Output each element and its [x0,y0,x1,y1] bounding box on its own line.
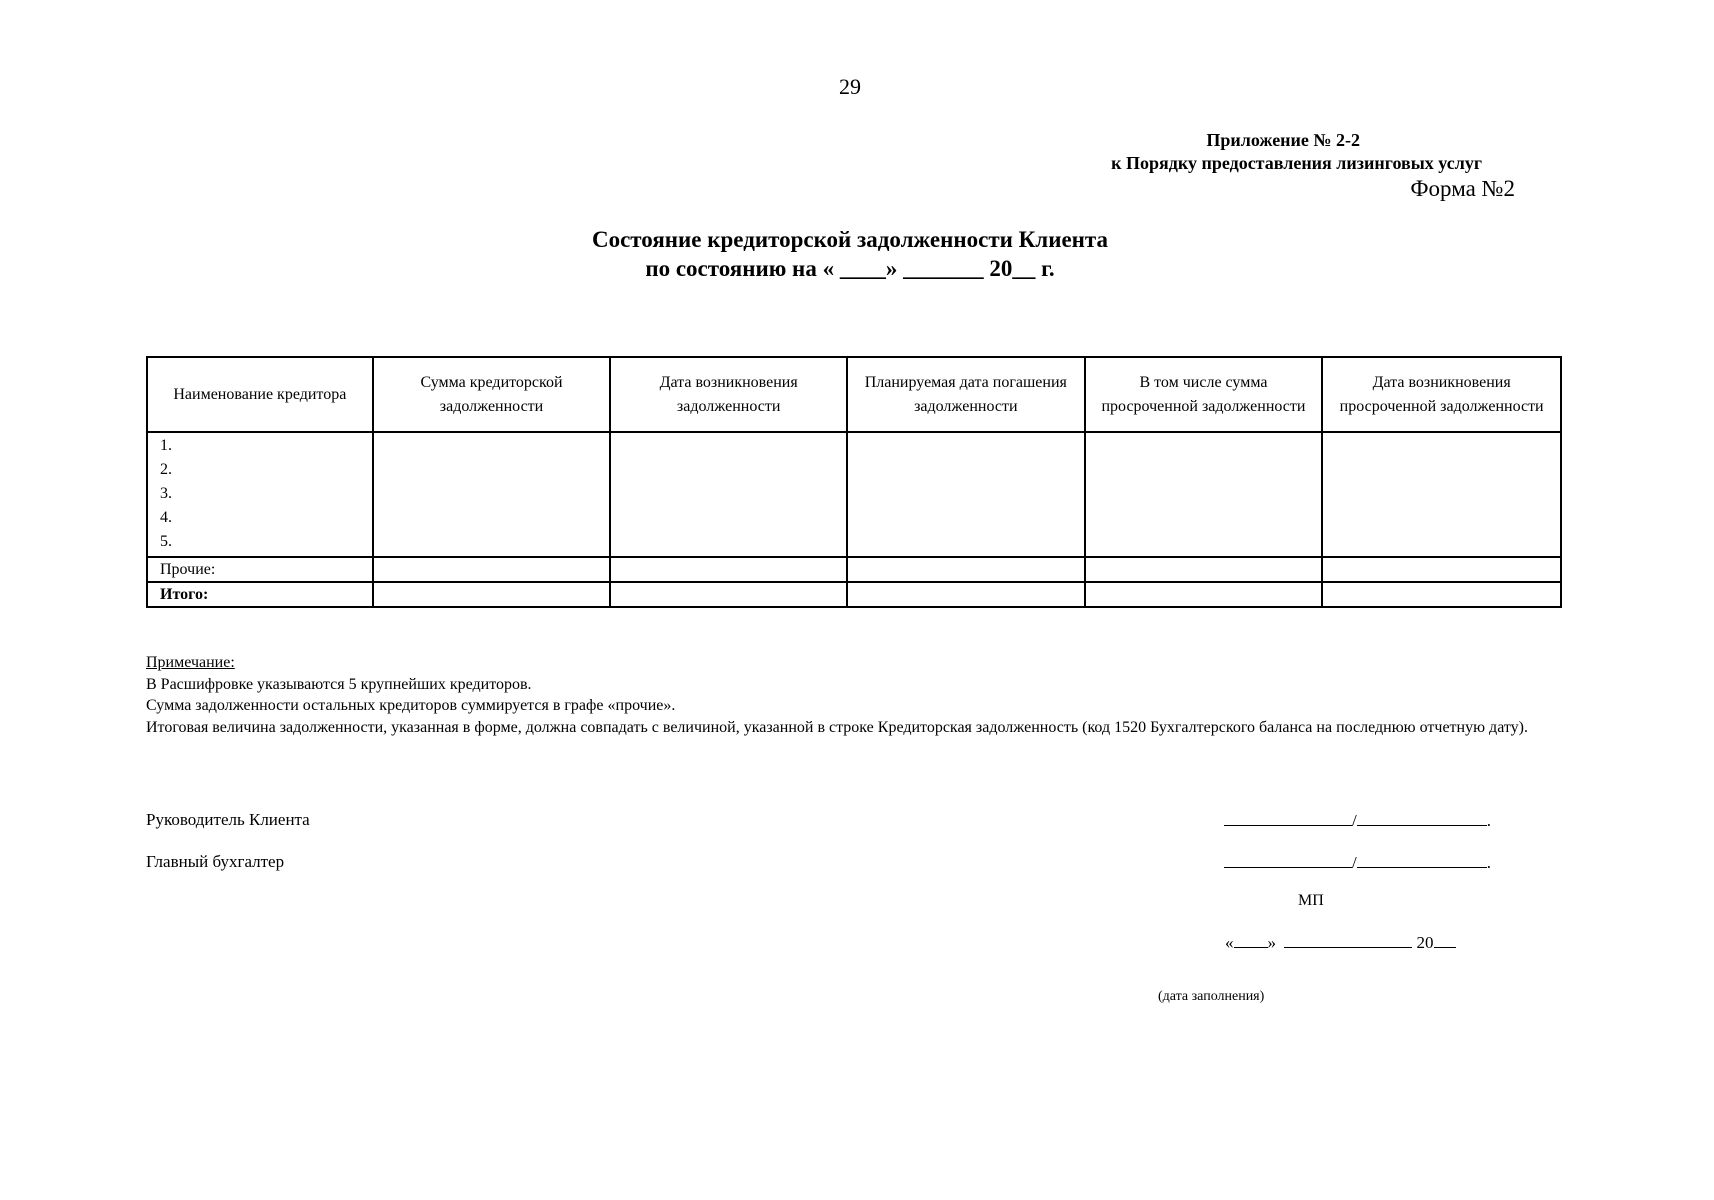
accountant-signature-line[interactable] [1224,852,1491,873]
header-debt-date: Дата возникновения задолженности [610,357,847,432]
stamp-placeholder: МП [1298,892,1324,909]
signature-blank[interactable] [1224,852,1352,868]
signature-dot: . [1486,811,1491,830]
empty-cell[interactable] [847,582,1085,607]
empty-cell[interactable] [1322,582,1561,607]
date-caption: (дата заполнения) [1158,989,1265,1004]
empty-cell[interactable] [373,557,611,582]
row-number: 5. [160,533,172,550]
note-heading: Примечание: [146,654,235,671]
row-number: 2. [160,461,172,478]
signature-slash: / [1352,811,1357,830]
title-line-1: Состояние кредиторской задолженности Клиента [591,227,1108,252]
empty-cell[interactable] [373,582,611,607]
day-blank[interactable] [1234,932,1268,948]
document-title [0,225,1700,283]
empty-cell[interactable] [847,432,1085,557]
signature-dot: . [1486,853,1491,872]
month-blank[interactable] [1284,932,1412,948]
date-open-quote: « [1225,933,1234,952]
creditor-numbers-cell [147,432,373,557]
header-debt-amount: Сумма кредиторской задолженности [373,357,611,432]
head-signature-label: Руководитель Клиента [146,810,310,829]
table-row-other [147,557,1561,582]
row-number: 4. [160,509,172,526]
note-line: Сумма задолженности остальных кредиторов суммируется в графе «прочие». [146,697,676,714]
note-section [146,652,1566,738]
year-blank[interactable] [1434,932,1456,948]
table-row-total [147,582,1561,607]
appendix-reference: к Порядку предоставления лизинговых услуг [1111,153,1482,173]
empty-cell[interactable] [847,557,1085,582]
empty-cell[interactable] [1085,557,1323,582]
appendix-number: Приложение № 2-2 [1206,130,1360,150]
row-number: 1. [160,437,172,454]
header-overdue-date: Дата возникновения просроченной задолженности [1322,357,1561,432]
name-blank[interactable] [1357,852,1487,868]
year-prefix: 20 [1416,933,1434,952]
signature-blank[interactable] [1224,810,1352,826]
empty-cell[interactable] [610,432,847,557]
other-label: Прочие: [147,557,373,582]
header-planned-repayment-date: Планируемая дата погашения задолженности [847,357,1085,432]
accountant-signature-label: Главный бухгалтер [146,852,285,871]
empty-cell[interactable] [373,432,611,557]
empty-cell[interactable] [1085,582,1323,607]
fill-date-line[interactable] [1225,932,1456,953]
empty-cell[interactable] [1322,432,1561,557]
signature-slash: / [1352,853,1357,872]
empty-cell[interactable] [610,557,847,582]
table-row [147,432,1561,557]
head-signature-line[interactable] [1224,810,1491,831]
header-creditor-name: Наименование кредитора [147,357,373,432]
name-blank[interactable] [1357,810,1487,826]
empty-cell[interactable] [610,582,847,607]
form-number: Форма №2 [1410,176,1515,201]
empty-cell[interactable] [1322,557,1561,582]
date-close-quote: » [1267,933,1276,952]
empty-cell[interactable] [1085,432,1323,557]
note-line: Итоговая величина задолженности, указанная в форме, должна совпадать с величиной, указанной в строке Кредиторская задолженность (код 1520 Бухгалтерского баланса на последнюю отчетную дату). [146,718,1528,736]
header-overdue-amount: В том числе сумма просроченной задолженности [1085,357,1323,432]
note-line: В Расшифровке указываются 5 крупнейших кредиторов. [146,675,532,693]
appendix-header [1111,129,1482,175]
table-header-row [147,357,1561,432]
creditors-table [146,356,1562,608]
total-label: Итого: [147,582,373,607]
row-number: 3. [160,485,172,502]
title-line-2: по состоянию на « ____» _______ 20__ г. [645,256,1055,281]
page-number: 29 [839,74,861,99]
